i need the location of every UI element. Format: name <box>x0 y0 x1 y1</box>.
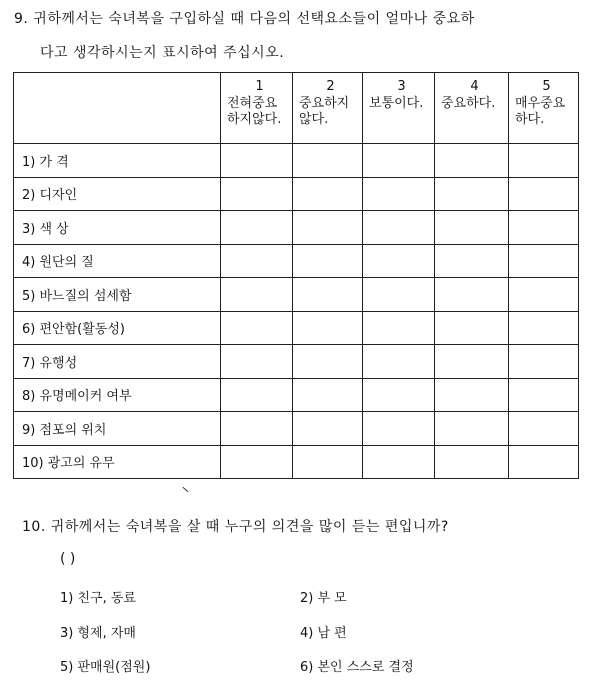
column-header-2 <box>293 73 363 144</box>
rating-cell[interactable] <box>363 177 435 211</box>
rating-cell[interactable] <box>221 412 293 446</box>
rating-cell[interactable] <box>363 144 435 178</box>
table-header-row <box>14 73 579 144</box>
column-header-4 <box>435 73 509 144</box>
rating-cell[interactable] <box>509 211 579 245</box>
row-label-design: 2) 디자인 <box>14 177 221 211</box>
rating-cell[interactable] <box>221 278 293 312</box>
rating-cell[interactable] <box>363 211 435 245</box>
column-number: 5 <box>542 79 551 94</box>
table-row <box>14 311 579 345</box>
rating-cell[interactable] <box>221 345 293 379</box>
column-number: 2 <box>326 79 335 94</box>
rating-cell[interactable] <box>435 144 509 178</box>
rating-cell[interactable] <box>221 177 293 211</box>
row-label-price: 1) 가 격 <box>14 144 221 178</box>
rating-cell[interactable] <box>435 445 509 479</box>
rating-cell[interactable] <box>435 211 509 245</box>
row-label-color: 3) 색 상 <box>14 211 221 245</box>
rating-cell[interactable] <box>221 144 293 178</box>
rating-cell[interactable] <box>509 311 579 345</box>
importance-rating-table <box>13 72 579 479</box>
rating-cell[interactable] <box>435 412 509 446</box>
q10-option-5[interactable]: 5) 판매원(점원) <box>60 660 151 675</box>
rating-cell[interactable] <box>509 345 579 379</box>
table-row <box>14 244 579 278</box>
rating-cell[interactable] <box>509 412 579 446</box>
rating-cell[interactable] <box>293 445 363 479</box>
rating-cell[interactable] <box>221 244 293 278</box>
column-number: 1 <box>255 79 264 94</box>
rating-cell[interactable] <box>363 345 435 379</box>
column-header-3 <box>363 73 435 144</box>
table-row <box>14 144 579 178</box>
rating-cell[interactable] <box>435 345 509 379</box>
table-row <box>14 345 579 379</box>
rating-cell[interactable] <box>363 378 435 412</box>
table-row <box>14 412 579 446</box>
rating-cell[interactable] <box>293 278 363 312</box>
table-row <box>14 177 579 211</box>
table-row <box>14 211 579 245</box>
rating-cell[interactable] <box>509 378 579 412</box>
rating-cell[interactable] <box>221 311 293 345</box>
row-label-store-location: 9) 점포의 위치 <box>14 412 221 446</box>
rating-cell[interactable] <box>509 177 579 211</box>
table-row <box>14 278 579 312</box>
row-label-trend: 7) 유행성 <box>14 345 221 379</box>
rating-cell[interactable] <box>221 211 293 245</box>
row-label-advertising: 10) 광고의 유무 <box>14 445 221 479</box>
rating-cell[interactable] <box>509 278 579 312</box>
rating-cell[interactable] <box>293 177 363 211</box>
rating-cell[interactable] <box>293 311 363 345</box>
rating-cell[interactable] <box>293 144 363 178</box>
column-number: 3 <box>397 79 406 94</box>
q10-option-4[interactable]: 4) 남 편 <box>300 626 347 641</box>
rating-cell[interactable] <box>293 345 363 379</box>
rating-cell[interactable] <box>363 445 435 479</box>
rating-cell[interactable] <box>293 244 363 278</box>
rating-cell[interactable] <box>363 244 435 278</box>
rating-cell[interactable] <box>221 378 293 412</box>
rating-cell[interactable] <box>435 177 509 211</box>
q10-option-3[interactable]: 3) 형제, 자매 <box>60 626 136 641</box>
q9-line-1: 9. 귀하께서는 숙녀복을 구입하실 때 다음의 선택요소들이 얼마나 중요하 <box>14 11 475 27</box>
rating-cell[interactable] <box>435 278 509 312</box>
rating-cell[interactable] <box>363 278 435 312</box>
row-label-sewing: 5) 바느질의 섬세함 <box>14 278 221 312</box>
column-header-1 <box>221 73 293 144</box>
q10-question: 10. 귀하께서는 숙녀복을 살 때 누구의 의견을 많이 듣는 편입니까? <box>22 519 449 535</box>
rating-cell[interactable] <box>509 445 579 479</box>
table-row <box>14 378 579 412</box>
column-label: 매우중요 하다. <box>515 96 566 127</box>
row-label-fabric-quality: 4) 원단의 질 <box>14 244 221 278</box>
rating-cell[interactable] <box>363 311 435 345</box>
row-label-brand: 8) 유명메이커 여부 <box>14 378 221 412</box>
rating-cell[interactable] <box>435 244 509 278</box>
column-label: 중요하다. <box>441 96 496 111</box>
rating-cell[interactable] <box>363 412 435 446</box>
column-label: 보통이다. <box>369 96 424 111</box>
stray-pen-mark <box>182 487 188 492</box>
rating-cell[interactable] <box>293 412 363 446</box>
table-row <box>14 445 579 479</box>
column-header-5 <box>509 73 579 144</box>
q10-option-1[interactable]: 1) 친구, 동료 <box>60 591 136 606</box>
column-label: 중요하지 않다. <box>299 96 350 127</box>
rating-cell[interactable] <box>293 378 363 412</box>
rating-cell[interactable] <box>221 445 293 479</box>
row-label-comfort: 6) 편안함(활동성) <box>14 311 221 345</box>
header-blank-cell <box>14 73 221 144</box>
column-label: 전혀중요 하지않다. <box>227 96 282 127</box>
q9-line-2: 다고 생각하시는지 표시하여 주십시오. <box>40 45 285 61</box>
q10-answer-blank[interactable]: ( ) <box>60 551 76 567</box>
q10-option-2[interactable]: 2) 부 모 <box>300 591 347 606</box>
rating-cell[interactable] <box>509 144 579 178</box>
q10-option-6[interactable]: 6) 본인 스스로 결정 <box>300 660 414 675</box>
rating-cell[interactable] <box>435 378 509 412</box>
rating-cell[interactable] <box>293 211 363 245</box>
rating-cell[interactable] <box>509 244 579 278</box>
column-number: 4 <box>470 79 479 94</box>
rating-cell[interactable] <box>435 311 509 345</box>
